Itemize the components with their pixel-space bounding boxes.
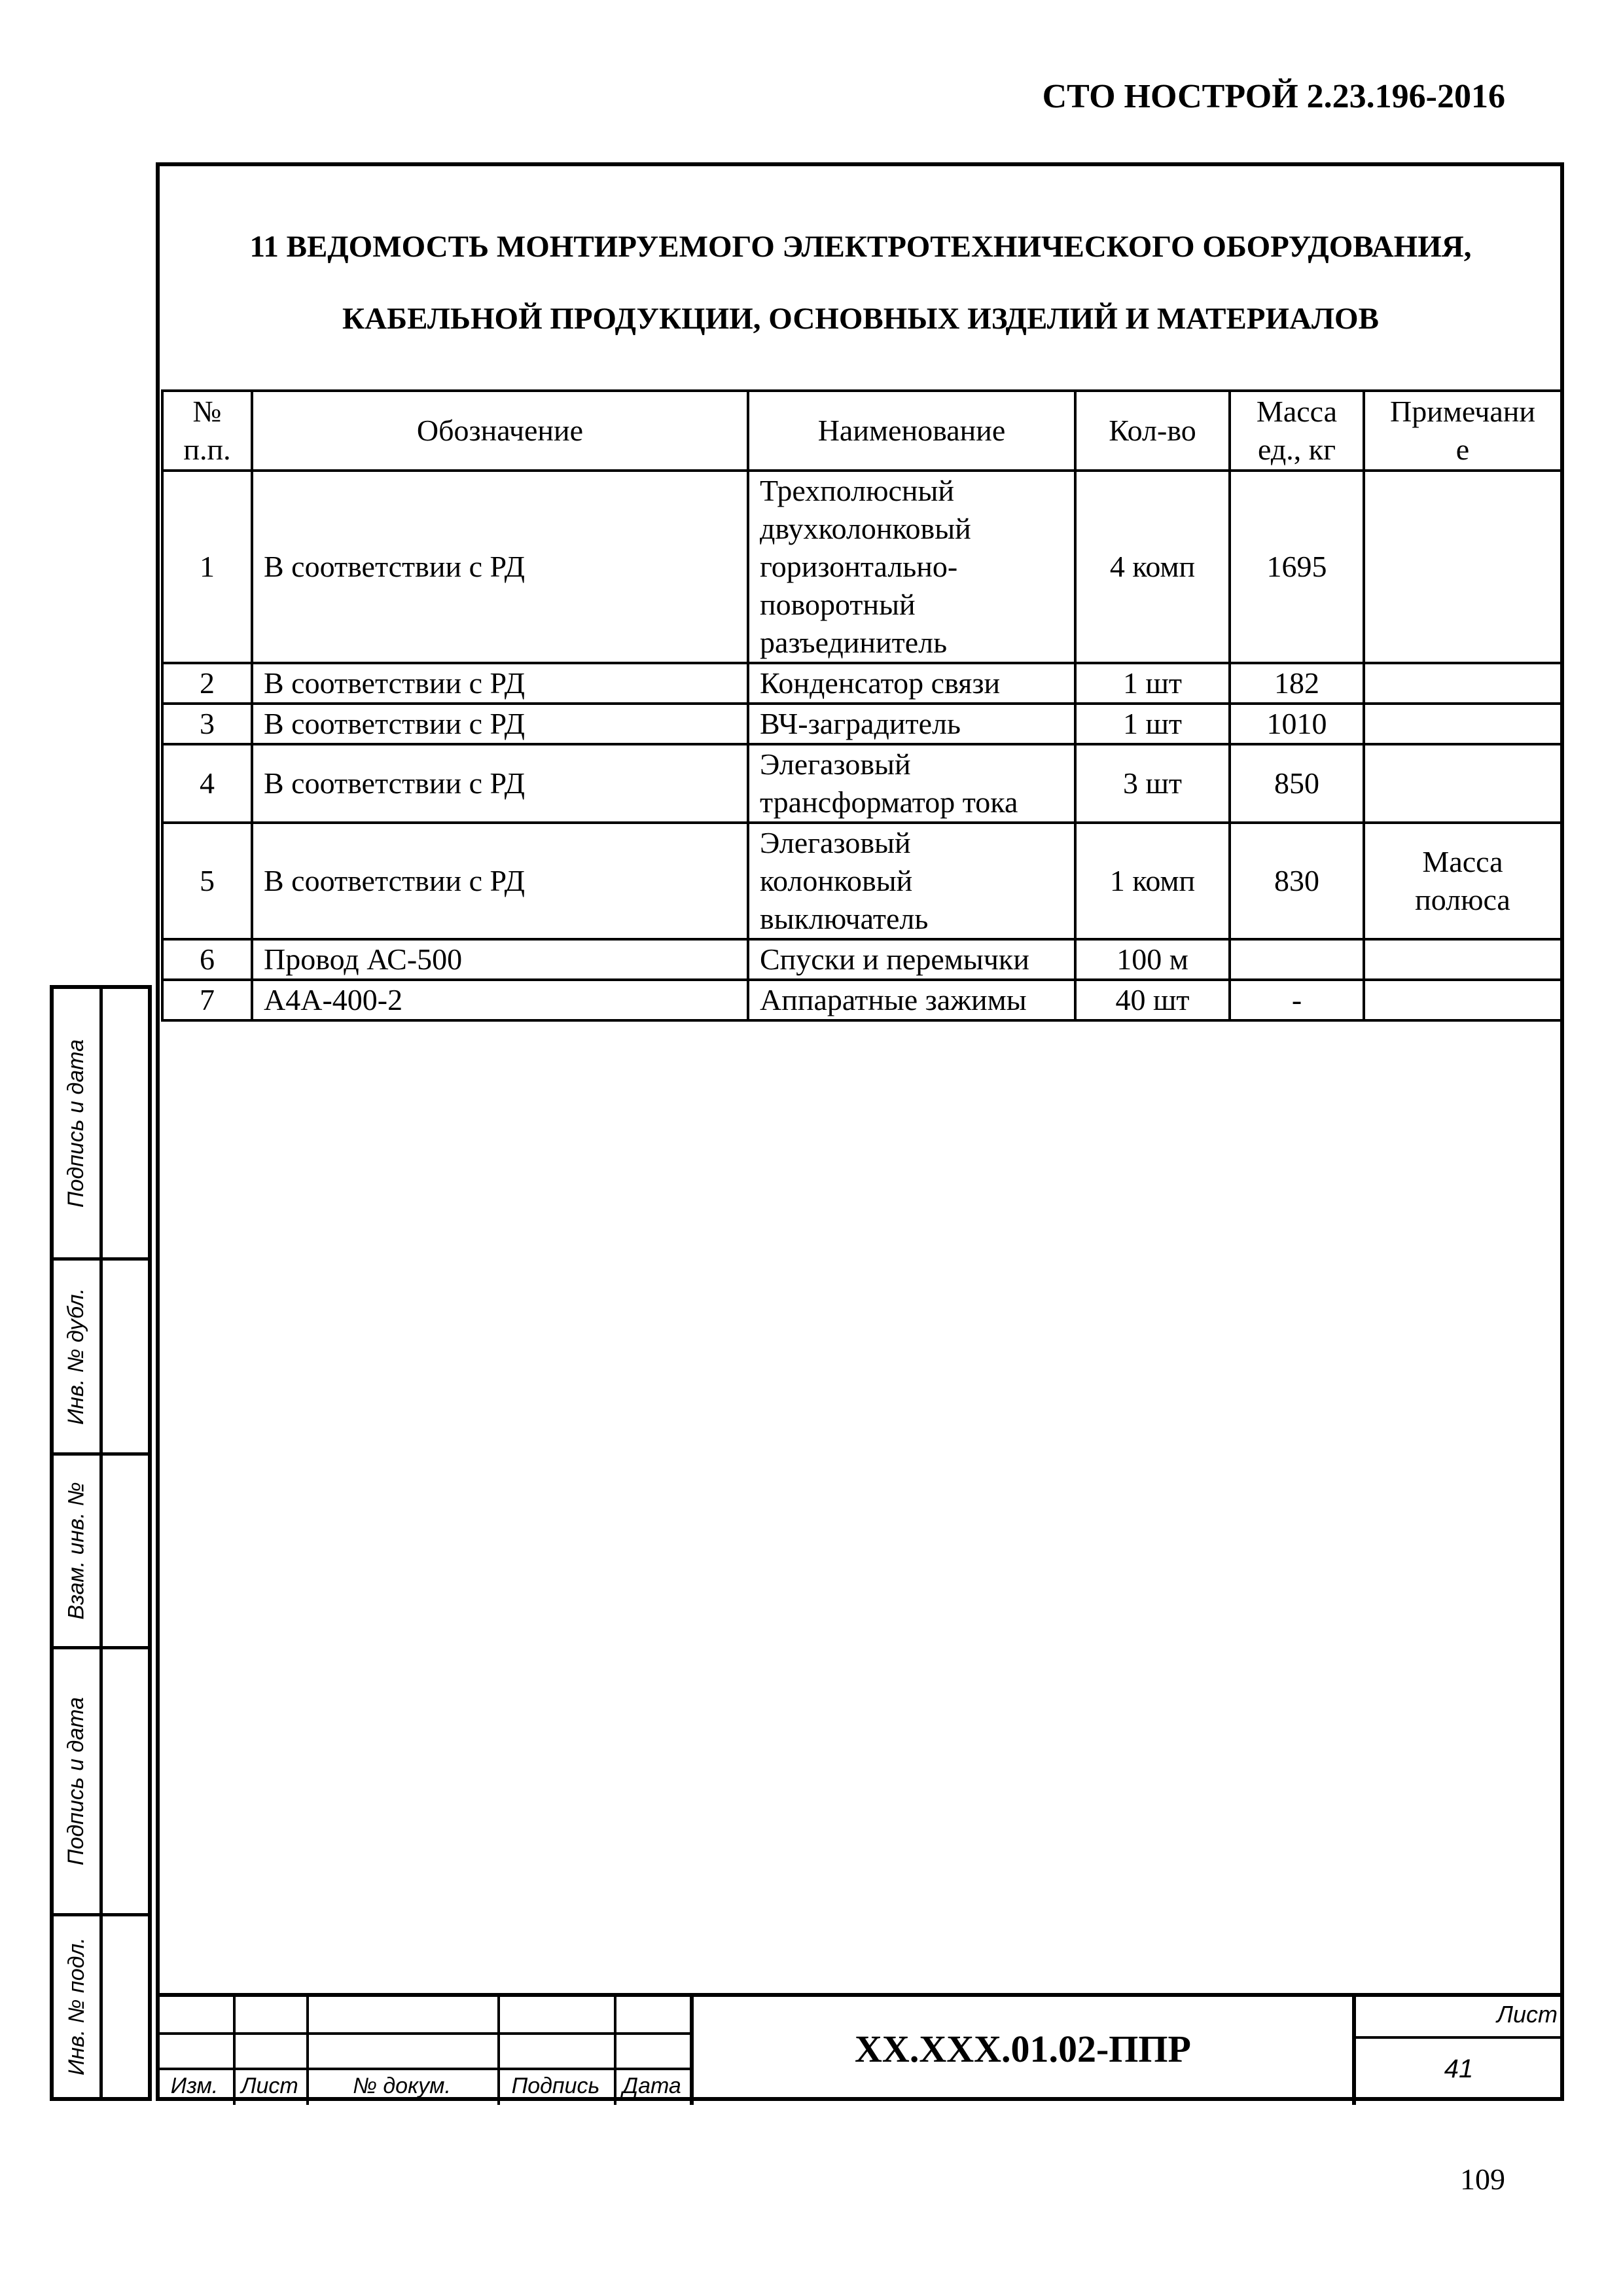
cell-name <box>748 939 1075 980</box>
section-title-line-1: 11 ВЕДОМОСТЬ МОНТИРУЕМОГО ЭЛЕКТРОТЕХНИЧЕСКОГО ОБОРУДОВАНИЯ, <box>249 230 1472 264</box>
cell-quantity: 40 шт <box>1075 980 1230 1020</box>
cell-name-line: разъединитель <box>760 626 948 659</box>
header-quantity: Кол-во <box>1075 391 1230 471</box>
cell-mass: 182 <box>1230 663 1364 704</box>
section-title <box>157 211 1564 355</box>
side-stamp-divider <box>99 989 103 2097</box>
side-label-duplicate-inv: Инв. № дубл. <box>63 1287 89 1425</box>
title-block <box>156 1993 1564 2101</box>
cell-designation: В соответствии с РД <box>252 823 748 939</box>
cell-quantity: 1 комп <box>1075 823 1230 939</box>
cell-number: 1 <box>162 471 252 663</box>
cell-name-line: Конденсатор связи <box>760 666 1001 700</box>
caption-date: Дата <box>622 2073 681 2098</box>
cell-mass: 1695 <box>1230 471 1364 663</box>
document-code: ХХ.ХХХ.01.02-ППР <box>855 2028 1191 2070</box>
side-label-original-inv: Инв. № подл. <box>63 1937 89 2075</box>
cell-number: 3 <box>162 704 252 744</box>
cell-quantity: 100 м <box>1075 939 1230 980</box>
cell-designation: В соответствии с РД <box>252 663 748 704</box>
header-note: Примечани е <box>1364 391 1561 471</box>
cell-quantity: 4 комп <box>1075 471 1230 663</box>
table-row <box>162 823 1561 939</box>
cell-quantity: 1 шт <box>1075 704 1230 744</box>
cell-name <box>748 980 1075 1020</box>
cell-name <box>748 663 1075 704</box>
cell-name-line: Трехполюсный <box>760 474 955 507</box>
cell-name-line: горизонтально- <box>760 550 958 583</box>
cell-name-line: выключатель <box>760 902 929 935</box>
header-designation: Обозначение <box>252 391 748 471</box>
cell-name-line: двухколонковый <box>760 512 971 545</box>
cell-name <box>748 823 1075 939</box>
table-row <box>162 744 1561 823</box>
cell-name <box>748 704 1075 744</box>
cell-name <box>748 744 1075 823</box>
cell-number: 6 <box>162 939 252 980</box>
cell-name-line: поворотный <box>760 588 916 621</box>
cell-name-line: Аппаратные зажимы <box>760 983 1027 1016</box>
header-mass: Масса ед., кг <box>1230 391 1364 471</box>
caption-sheet: Лист <box>241 2073 298 2098</box>
cell-note <box>1364 823 1561 939</box>
cell-number: 5 <box>162 823 252 939</box>
side-label-signature-date-1: Подпись и дата <box>63 1039 89 1208</box>
side-stamp <box>50 985 152 2101</box>
table-body <box>162 471 1561 1020</box>
cell-name-line: ВЧ-заградитель <box>760 707 961 740</box>
cell-number: 7 <box>162 980 252 1020</box>
cell-quantity: 1 шт <box>1075 663 1230 704</box>
cell-note <box>1364 939 1561 980</box>
cell-quantity: 3 шт <box>1075 744 1230 823</box>
section-title-line-2: КАБЕЛЬНОЙ ПРОДУКЦИИ, ОСНОВНЫХ ИЗДЕЛИЙ И МАТЕРИАЛОВ <box>342 302 1379 336</box>
document-standard: СТО НОСТРОЙ 2.23.196-2016 <box>1042 78 1505 115</box>
table-row <box>162 980 1561 1020</box>
cell-name-line: колонковый <box>760 864 913 897</box>
cell-name-line: трансформатор тока <box>760 785 1018 819</box>
title-block-rule <box>156 2068 692 2070</box>
caption-change: Изм. <box>170 2073 219 2098</box>
cell-note <box>1364 980 1561 1020</box>
page-number: 109 <box>1460 2162 1505 2196</box>
cell-mass: 850 <box>1230 744 1364 823</box>
cell-name <box>748 471 1075 663</box>
cell-name-line: Элегазовый <box>760 826 911 859</box>
cell-note <box>1364 471 1561 663</box>
cell-designation: В соответствии с РД <box>252 471 748 663</box>
cell-designation: Провод АС-500 <box>252 939 748 980</box>
cell-note <box>1364 704 1561 744</box>
cell-note <box>1364 744 1561 823</box>
cell-name-line: Элегазовый <box>760 747 911 781</box>
table-row <box>162 704 1561 744</box>
cell-note-line: полюса <box>1415 883 1510 916</box>
caption-document-number: № докум. <box>353 2073 451 2098</box>
side-label-signature-date-2: Подпись и дата <box>63 1696 89 1865</box>
sheet-number: 41 <box>1444 2054 1474 2083</box>
cell-mass: - <box>1230 980 1364 1020</box>
table-row <box>162 939 1561 980</box>
header-name: Наименование <box>748 391 1075 471</box>
cell-name-line: Спуски и перемычки <box>760 942 1029 976</box>
cell-note <box>1364 663 1561 704</box>
side-label-replacement-inv: Взам. инв. № <box>63 1481 89 1620</box>
title-block-rule <box>1353 2036 1564 2039</box>
cell-mass <box>1230 939 1364 980</box>
cell-number: 4 <box>162 744 252 823</box>
cell-number: 2 <box>162 663 252 704</box>
table-header-row <box>162 391 1561 471</box>
equipment-table <box>161 389 1563 1022</box>
cell-mass: 1010 <box>1230 704 1364 744</box>
cell-designation: А4А-400-2 <box>252 980 748 1020</box>
table-row <box>162 471 1561 663</box>
cell-designation: В соответствии с РД <box>252 704 748 744</box>
title-block-rule <box>156 2032 692 2035</box>
table-row <box>162 663 1561 704</box>
cell-designation: В соответствии с РД <box>252 744 748 823</box>
caption-signature: Подпись <box>511 2073 600 2098</box>
cell-mass: 830 <box>1230 823 1364 939</box>
cell-note-line: Масса <box>1422 845 1503 878</box>
header-number: № п.п. <box>162 391 252 471</box>
sheet-label: Лист <box>1497 2001 1558 2028</box>
